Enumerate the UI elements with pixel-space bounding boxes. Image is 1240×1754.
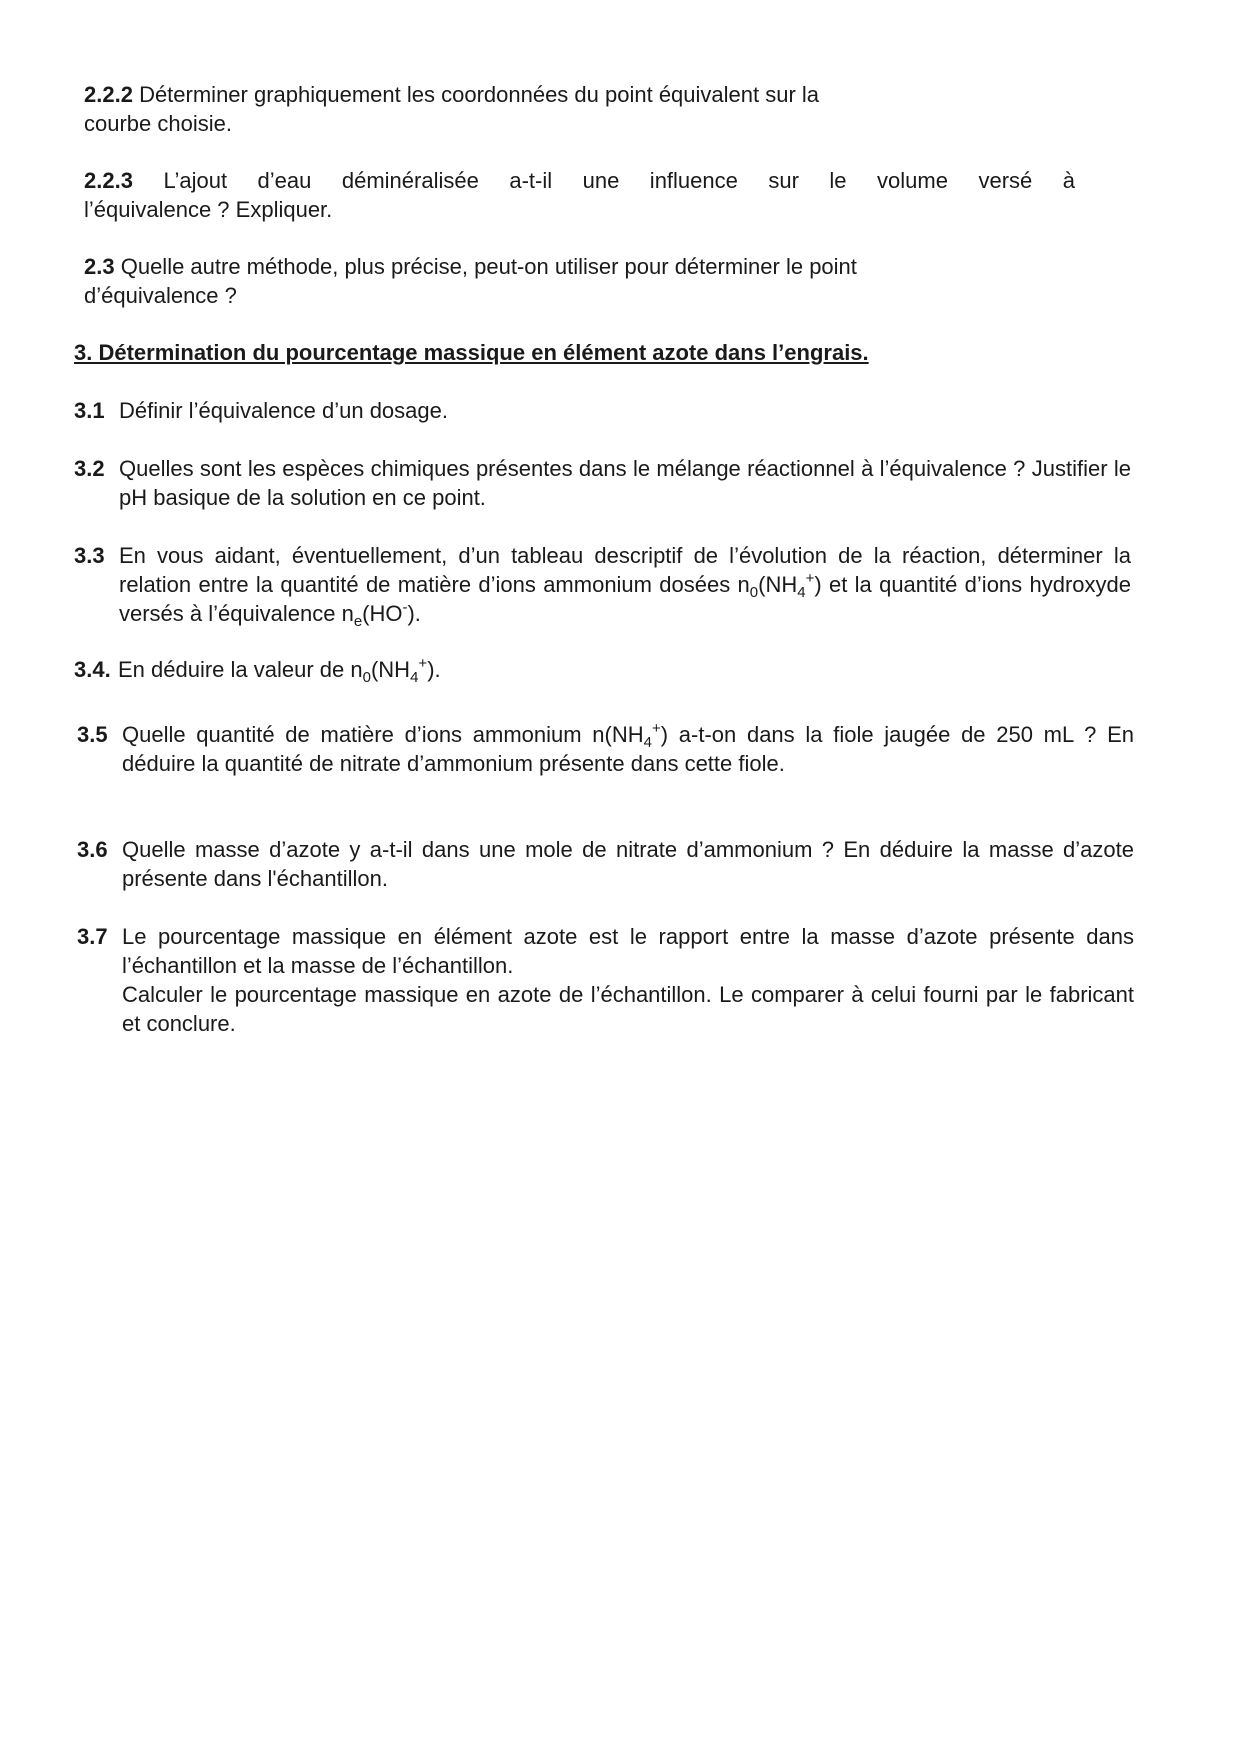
question-text-paragraph-2: Calculer le pourcentage massique en azote de l’échantillon. Le comparer à celui fourni par le fabricant et conclure. [122,982,1134,1036]
question-text: L’ajout d’eau déminéralisée a-t-il une influence sur le volume versé à [163,168,1075,193]
question-text-paragraph-1: Le pourcentage massique en élément azote est le rapport entre la masse d’azote présente dans l’échantillon et la masse de l’échantillon. [122,924,1134,978]
question-text-continued: courbe choisie. [84,111,232,136]
question-text: Définir l’équivalence d’un dosage. [119,398,448,423]
question-number: 2.2.3 [84,168,133,193]
question-number: 3.1 [74,398,105,423]
question-3-4 [74,655,1131,684]
question-text: En vous aidant, éventuellement, d’un tableau descriptif de l’évolution de la réaction, déterminer la relation entre la quantité de matière d’ions ammonium dosées $n_0(NH_4^+)$ et la quantité d’ions hydroxyde versés à l’équivalence $n_e(HO^-)$. [119,543,1131,630]
question-number: 3.3 [74,543,105,568]
question-text [122,922,1134,1038]
question-text: Quelle masse d’azote y a-t-il dans une mole de nitrate d’ammonium ? En déduire la masse d’azote présente dans l'échantillon. [122,837,1134,891]
question-text: Quelles sont les espèces chimiques présentes dans le mélange réactionnel à l’équivalence ? Justifier le pH basique de la solution en ce point. [119,456,1131,510]
question-number: 3.4. [74,657,111,682]
section-3-heading: 3. Détermination du pourcentage massique en élément azote dans l’engrais. [74,340,869,365]
question-text-continued: d’équivalence ? [84,283,237,308]
question-3-5 [77,720,1134,778]
question-number: 3.7 [77,924,108,949]
question-2-2-2 [84,80,944,138]
question-text-continued: l’équivalence ? Expliquer. [84,197,333,222]
question-text: Quelle quantité de matière d’ions ammonium $n(NH_4^+)$ a-t-on dans la fiole jaugée de 250 mL ? En déduire la quantité de nitrate d’ammonium présente dans cette fiole. [122,720,1134,776]
question-2-3 [84,252,984,310]
question-3-7 [77,922,1134,1038]
question-3-6 [77,835,1134,893]
question-number: 2.2.2 [84,82,133,107]
question-3-2 [74,454,1131,512]
question-number: 3.5 [77,722,108,747]
question-text: En déduire la valeur de $n_0(NH_4^+)$. [118,655,441,686]
question-number: 3.6 [77,837,108,862]
question-number: 3.2 [74,456,105,481]
question-3-3 [74,541,1131,628]
question-3-1 [74,396,1131,425]
question-text: Déterminer graphiquement les coordonnées du point équivalent sur la [139,82,820,107]
question-number: 2.3 [84,254,115,279]
question-2-2-3 [84,166,1075,224]
question-text: Quelle autre méthode, plus précise, peut-on utiliser pour déterminer le point [120,254,857,279]
